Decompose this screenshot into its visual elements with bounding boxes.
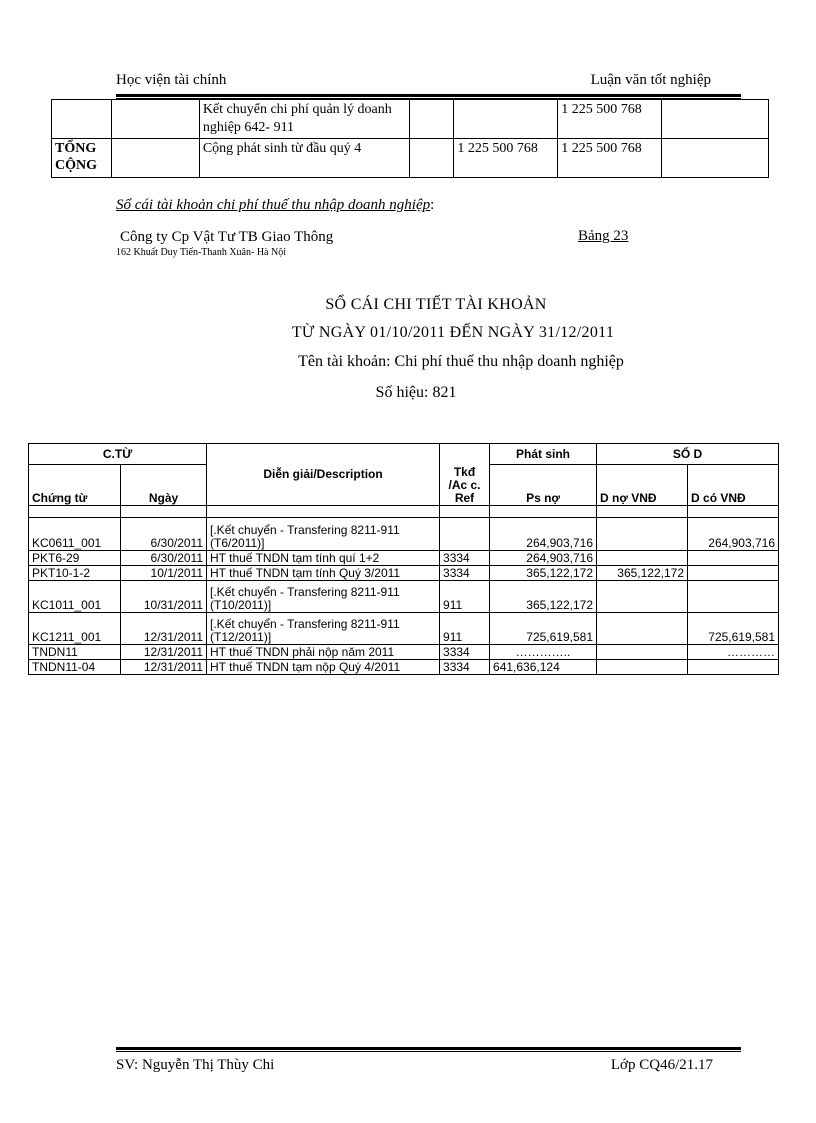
table-cell (454, 100, 558, 139)
header-d-co: D có VNĐ (688, 465, 779, 506)
header-d-no: D nợ VNĐ (597, 465, 688, 506)
table-cell (52, 100, 112, 139)
debit-balance (597, 551, 688, 566)
voucher-date: 6/30/2011 (121, 551, 207, 566)
table-row (29, 506, 779, 518)
table-cell: Kết chuyển chi phí quản lý doanh nghiệp 642- 911 (199, 100, 409, 139)
voucher-date: 6/30/2011 (121, 518, 207, 551)
header-rule-thick (116, 94, 741, 97)
voucher-no: TNDN11-04 (29, 660, 121, 675)
header-phat-sinh: Phát sinh (490, 444, 597, 465)
header-ps-no: Ps nợ (490, 465, 597, 506)
debit-balance (597, 613, 688, 645)
page-header (116, 72, 741, 92)
description: HT thuế TNDN tạm nộp Quý 4/2011 (207, 660, 440, 675)
table-cell: Cộng phát sinh từ đầu quý 4 (199, 139, 409, 178)
section-title (116, 197, 434, 214)
table-cell (111, 100, 199, 139)
debit-amount: 264,903,716 (490, 518, 597, 551)
credit-balance: 264,903,716 (688, 518, 779, 551)
voucher-date: 12/31/2011 (121, 645, 207, 660)
table-cell (409, 139, 454, 178)
footer-student: SV: Nguyễn Thị Thùy Chi (116, 1057, 275, 1073)
footer-rule-thick (116, 1047, 741, 1050)
voucher-date: 10/1/2011 (121, 566, 207, 581)
debit-balance (597, 518, 688, 551)
company-address: 162 Khuất Duy Tiến-Thanh Xuân- Hà Nội (116, 247, 286, 258)
section-title-colon: : (430, 197, 435, 213)
account-ref: 3334 (440, 566, 490, 581)
debit-balance (597, 660, 688, 675)
table-row (29, 581, 779, 613)
header-document-type: Luận văn tốt nghiệp (590, 72, 711, 88)
table-cell: 1 225 500 768 (558, 100, 662, 139)
table-cell (440, 506, 490, 518)
table-cell (688, 506, 779, 518)
voucher-date: 12/31/2011 (121, 613, 207, 645)
table-row (29, 566, 779, 581)
credit-balance: ………… (688, 645, 779, 660)
ledger-table (28, 443, 779, 675)
account-ref: 3334 (440, 660, 490, 675)
debit-balance: 365,122,172 (597, 566, 688, 581)
account-ref: 911 (440, 581, 490, 613)
table-cell (662, 100, 769, 139)
account-ref: 911 (440, 613, 490, 645)
header-description: Diễn giải/Description (207, 444, 440, 506)
carryover-table (51, 99, 769, 178)
table-row (52, 139, 769, 178)
account-name: Tên tài khoản: Chi phí thuế thu nhập doanh nghiệp (298, 353, 624, 370)
page-footer (116, 1057, 741, 1077)
header-ngay: Ngày (121, 465, 207, 506)
account-ref: 3334 (440, 645, 490, 660)
debit-balance (597, 581, 688, 613)
total-label: TỔNG CỘNG (52, 139, 112, 178)
ledger-title: SỔ CÁI CHI TIẾT TÀI KHOẢN (325, 296, 547, 313)
table-cell: 1 225 500 768 (558, 139, 662, 178)
credit-balance: 725,619,581 (688, 613, 779, 645)
section-title-text: Sổ cái tài khoản chi phí thuế thu nhập doanh nghiệp (116, 197, 431, 213)
table-row (29, 660, 779, 675)
description: [.Kết chuyển - Transfering 8211-911 (T6/2011)] (207, 518, 440, 551)
voucher-date: 12/31/2011 (121, 660, 207, 675)
voucher-no: PKT10-1-2 (29, 566, 121, 581)
table-cell (662, 139, 769, 178)
credit-balance (688, 566, 779, 581)
voucher-date: 10/31/2011 (121, 581, 207, 613)
table-cell (111, 139, 199, 178)
table-cell: 1 225 500 768 (454, 139, 558, 178)
table-cell (490, 506, 597, 518)
credit-balance (688, 660, 779, 675)
footer-class: Lớp CQ46/21.17 (610, 1057, 713, 1073)
account-ref (440, 518, 490, 551)
debit-amount: 365,122,172 (490, 581, 597, 613)
table-cell (207, 506, 440, 518)
header-account-ref: Tkđ /Ac c. Ref (440, 444, 490, 506)
header-so-du: SỐ D (597, 444, 779, 465)
table-label: Bảng 23 (578, 228, 629, 244)
description: [.Kết chuyển - Transfering 8211-911 (T12/2011)] (207, 613, 440, 645)
table-cell (409, 100, 454, 139)
debit-amount: ………….. (490, 645, 597, 660)
debit-amount: 365,122,172 (490, 566, 597, 581)
description: [.Kết chuyển - Transfering 8211-911 (T10/2011)] (207, 581, 440, 613)
footer-rule-thin (116, 1051, 741, 1052)
header-chung-tu: Chứng từ (29, 465, 121, 506)
description: HT thuế TNDN tạm tính Quý 3/2011 (207, 566, 440, 581)
table-row (52, 100, 769, 139)
voucher-no: KC1211_001 (29, 613, 121, 645)
debit-amount: 641,636,124 (490, 660, 597, 675)
table-row (29, 518, 779, 551)
voucher-no: KC1011_001 (29, 581, 121, 613)
account-number: Số hiệu: 821 (375, 384, 457, 401)
account-ref: 3334 (440, 551, 490, 566)
table-row (29, 645, 779, 660)
table-row (29, 613, 779, 645)
debit-amount: 264,903,716 (490, 551, 597, 566)
header-institution: Học viện tài chính (116, 72, 227, 88)
credit-balance (688, 581, 779, 613)
debit-amount: 725,619,581 (490, 613, 597, 645)
voucher-no: KC0611_001 (29, 518, 121, 551)
table-cell (121, 506, 207, 518)
credit-balance (688, 551, 779, 566)
table-row (29, 551, 779, 566)
voucher-no: TNDN11 (29, 645, 121, 660)
description: HT thuế TNDN tạm tính quí 1+2 (207, 551, 440, 566)
table-cell (597, 506, 688, 518)
table-cell (29, 506, 121, 518)
voucher-no: PKT6-29 (29, 551, 121, 566)
ledger-period: TỪ NGÀY 01/10/2011 ĐẾN NGÀY 31/12/2011 (291, 324, 615, 341)
company-name: Công ty Cp Vật Tư TB Giao Thông (120, 229, 334, 245)
description: HT thuế TNDN phải nộp năm 2011 (207, 645, 440, 660)
debit-balance (597, 645, 688, 660)
header-ct: C.TỪ (29, 444, 207, 465)
table-header-row (29, 444, 779, 465)
